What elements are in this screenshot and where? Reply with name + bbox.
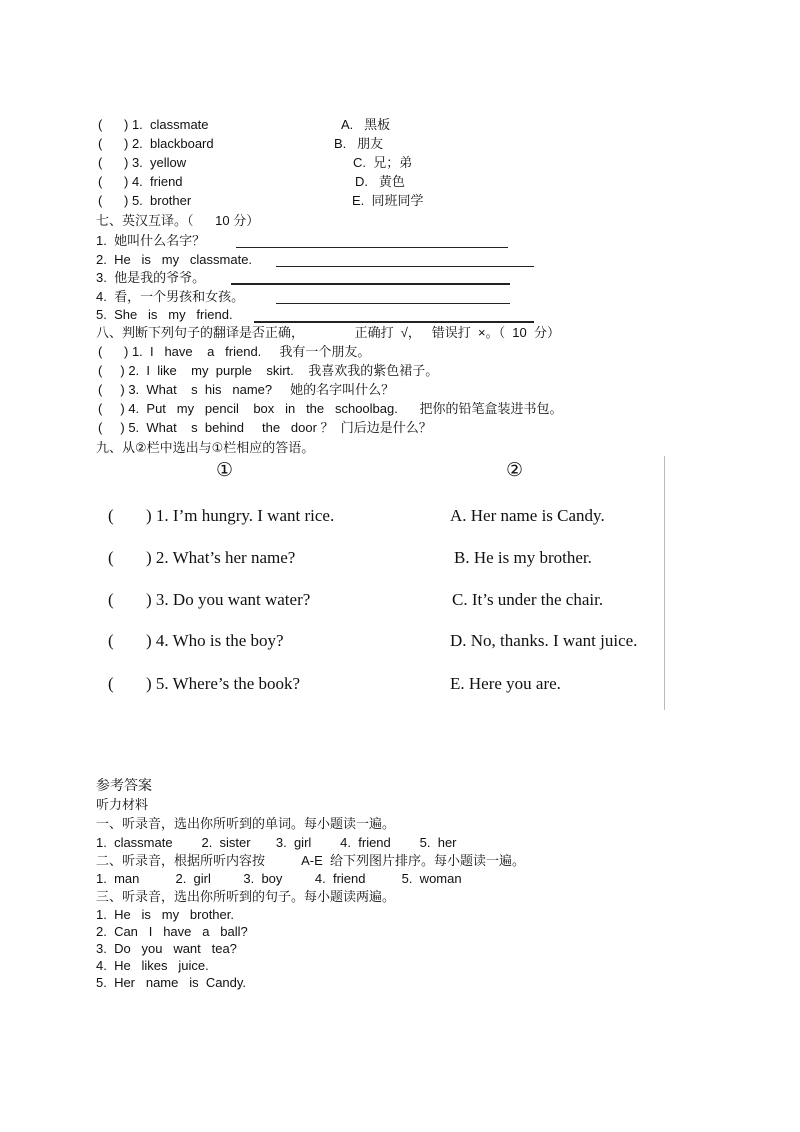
part-3-answer-2: 2. Can I have a ball? <box>96 924 248 939</box>
answer-paren: ( <box>108 506 114 525</box>
pair-question-1: ) 1. I’m hungry. I want rice. <box>146 506 335 525</box>
pair-answer-b: B. He is my brother. <box>454 548 592 567</box>
translate-item-1: 1. 她叫什么名字？ <box>96 233 206 248</box>
part-3-answer-4: 4. He likes juice. <box>96 958 209 973</box>
match-answer-e: E. 同班同学 <box>352 193 424 208</box>
table-border <box>664 456 665 710</box>
part-3-answer-5: 5. Her name is Candy. <box>96 975 247 990</box>
pair-question-5: ) 5. Where’s the book? <box>146 674 301 693</box>
part-3-answer-3: 3. Do you want tea? <box>96 941 237 956</box>
match-question-3: ( ) 3. yellow <box>98 155 187 170</box>
listening-material-title: 听力材料 <box>96 797 149 812</box>
pair-question-4: ) 4. Who is the boy? <box>146 631 284 650</box>
match-question-5: ( ) 5. brother <box>98 193 192 208</box>
translate-item-5: 5. She is my friend. <box>96 307 233 322</box>
judge-item-2: ( ) 2. I like my purple skirt. 我喜欢我的紫色裙子。 <box>98 363 439 378</box>
section-8-title: 八、判断下列句子的翻译是否正确， 正确打 √， 错误打 ×。（ 10 分） <box>96 325 560 340</box>
pair-answer-a: A. Her name is Candy. <box>450 506 605 525</box>
part-1-title: 一、听录音，选出你所听到的单词。每小题读一遍。 <box>96 816 396 831</box>
translate-item-2: 2. He is my classmate. <box>96 252 253 267</box>
translate-item-3: 3. 他是我的爷爷。 <box>96 270 206 285</box>
answer-blank-4[interactable] <box>276 303 510 304</box>
answer-blank-1[interactable] <box>236 247 508 248</box>
answer-blank-2[interactable] <box>276 266 534 267</box>
part-3-title: 三、听录音，选出你所听到的句子。每小题读两遍。 <box>96 889 396 904</box>
part-2-title: 二、听录音，根据所听内容按 A-E 给下列图片排序。每小题读一遍。 <box>96 853 526 868</box>
judge-item-5: ( ) 5. What s behind the door ？ 门后边是什么？ <box>98 420 432 435</box>
part-1-answers: 1. classmate 2. sister 3. girl 4. friend 5. her <box>96 835 457 850</box>
match-answer-d: D. 黄色 <box>355 174 405 189</box>
match-answer-a: A. 黑板 <box>341 117 391 132</box>
part-2-answers: 1. man 2. girl 3. boy 4. friend 5. woman <box>96 871 462 886</box>
answer-key-title: 参考答案 <box>96 777 152 793</box>
answer-paren: ( <box>108 590 114 609</box>
part-3-answer-1: 1. He is my brother. <box>96 907 234 922</box>
column-1-header: ① <box>216 460 234 481</box>
answer-paren: ( <box>108 631 114 650</box>
match-answer-b: B. 朋友 <box>334 136 384 151</box>
match-answer-c: C. 兄；弟 <box>353 155 413 170</box>
match-question-2: ( ) 2. blackboard <box>98 136 214 151</box>
answer-paren: ( <box>108 548 114 567</box>
match-question-1: ( ) 1. classmate <box>98 117 209 132</box>
translate-item-4: 4. 看，一个男孩和女孩。 <box>96 289 245 304</box>
judge-item-1: ( ) 1. I have a friend. 我有一个朋友。 <box>98 344 371 359</box>
section-9-title: 九、从②栏中选出与①栏相应的答语。 <box>96 440 315 455</box>
pair-answer-c: C. It’s under the chair. <box>452 590 604 609</box>
column-2-header: ② <box>506 460 524 481</box>
answer-blank-5[interactable] <box>254 321 534 323</box>
pair-question-2: ) 2. What’s her name? <box>146 548 296 567</box>
pair-answer-d: D. No, thanks. I want juice. <box>450 631 638 650</box>
match-question-4: ( ) 4. friend <box>98 174 183 189</box>
section-7-title: 七、英汉互译。（ 10 分） <box>96 213 260 228</box>
pair-question-3: ) 3. Do you want water? <box>146 590 311 609</box>
pair-answer-e: E. Here you are. <box>450 674 561 693</box>
judge-item-4: ( ) 4. Put my pencil box in the schoolbag. 把你的铅笔盒装进书包。 <box>98 401 563 416</box>
answer-blank-3[interactable] <box>231 283 510 285</box>
judge-item-3: ( ) 3. What s his name? 她的名字叫什么？ <box>98 382 395 397</box>
answer-paren: ( <box>108 674 114 693</box>
